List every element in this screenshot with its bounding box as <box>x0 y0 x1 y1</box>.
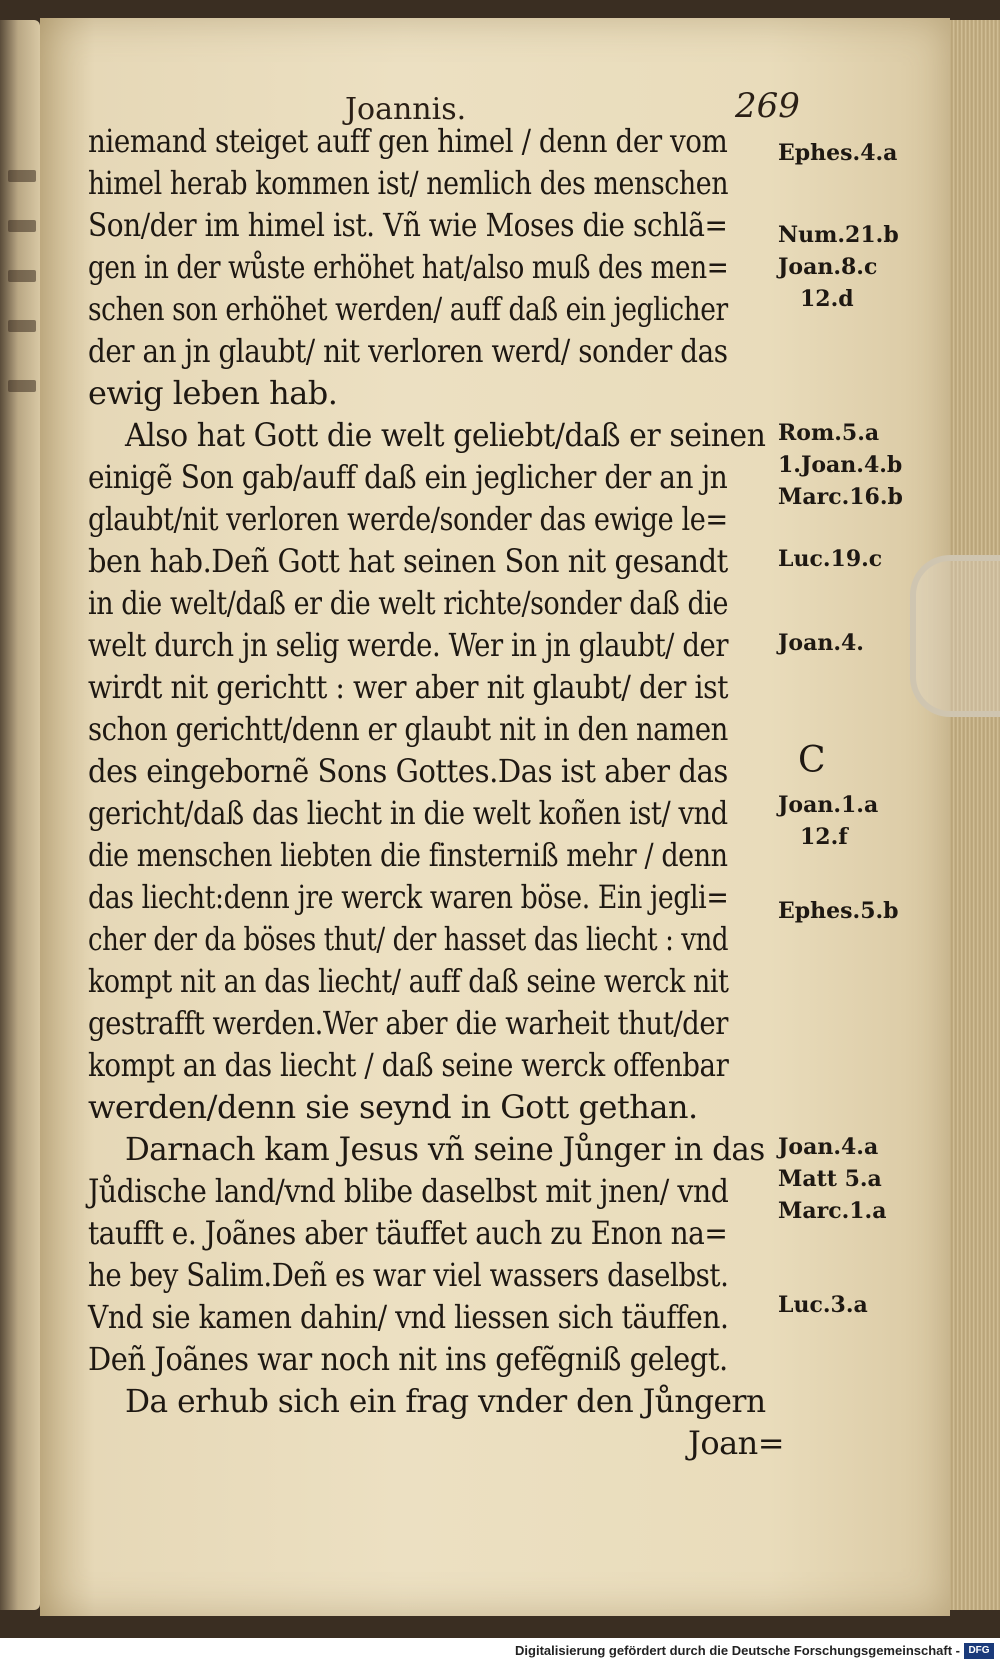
text-line: einigẽ Son gab/auff daß ein jeglicher der an jn <box>88 458 728 496</box>
marginal-note: 12.d <box>800 286 854 312</box>
text-line: himel herab kommen ist/ nemlich des menschen <box>88 164 729 202</box>
marginal-note: Num.21.b <box>778 222 899 248</box>
text-line: glaubt/nit verloren werde/sonder das ewige le= <box>88 500 728 538</box>
text-line: kompt an das liecht / daß seine werck offenbar <box>88 1046 729 1084</box>
text-line: gestrafft werden.Wer aber die warheit thut/der <box>88 1004 728 1042</box>
text-line: schon gerichtt/denn er glaubt nit in den namen <box>88 710 728 748</box>
text-line: Vnd sie kamen dahin/ vnd liessen sich täuffen. <box>88 1298 729 1336</box>
text-line: he bey Salim.Deñ es war viel wassers daselbst. <box>88 1256 729 1294</box>
text-line: die menschen liebten die finsterniß mehr / denn <box>88 836 728 874</box>
page-fragment <box>8 270 36 282</box>
marginal-note: 1.Joan.4.b <box>778 452 903 478</box>
text-line: taufft e. Joãnes aber täuffet auch zu Enon na= <box>88 1214 728 1252</box>
marginal-note: Luc.19.c <box>778 546 883 572</box>
text-line: Darnach kam Jesus vñ seine Jůnger in das <box>125 1130 765 1168</box>
text-line: niemand steiget auff gen himel / denn der vom <box>88 122 728 160</box>
page-fragment <box>8 380 36 392</box>
dfg-logo: DFG <box>964 1643 994 1659</box>
text-line: gen in der wůste erhöhet hat/also muß des men= <box>88 248 729 286</box>
text-line: welt durch jn selig werde. Wer in jn glaubt/ der <box>88 626 729 664</box>
text-line: Also hat Gott die welt geliebt/daß er seinen <box>125 416 766 454</box>
text-line: kompt nit an das liecht/ auff daß seine werck nit <box>88 962 729 1000</box>
section-letter: C <box>798 740 826 781</box>
text-line: werden/denn sie seynd in Gott gethan. <box>88 1088 698 1126</box>
marginal-note: Rom.5.a <box>778 420 880 446</box>
page-clip <box>910 555 1000 717</box>
text-line: Da erhub sich ein frag vnder den Jůngern <box>125 1382 766 1420</box>
running-head: Joannis. <box>345 92 467 127</box>
text-line: der an jn glaubt/ nit verloren werd/ sonder das <box>88 332 728 370</box>
text-line: cher der da böses thut/ der hasset das liecht : vnd <box>88 920 729 958</box>
marginal-note: Matt 5.a <box>778 1166 882 1192</box>
marginal-note: Joan.4.a <box>778 1134 879 1160</box>
page-fragment <box>8 220 36 232</box>
text-line: schen son erhöhet werden/ auff daß ein jeglicher <box>88 290 728 328</box>
adjacent-page-edge <box>0 20 40 1610</box>
marginal-note: Luc.3.a <box>778 1292 868 1318</box>
text-line: ben hab.Deñ Gott hat seinen Son nit gesandt <box>88 542 728 580</box>
catchword: Joan= <box>688 1424 785 1462</box>
text-line: in die welt/daß er die welt richte/sonder daß die <box>88 584 728 622</box>
marginal-note: Ephes.4.a <box>778 140 898 166</box>
text-line: gericht/daß das liecht in die welt koñen ist/ vnd <box>88 794 728 832</box>
page-number: 269 <box>735 86 800 126</box>
text-line: Son/der im himel ist. Vñ wie Moses die schlã= <box>88 206 728 244</box>
footer-bar <box>0 1638 1000 1665</box>
funding-notice: Digitalisierung gefördert durch die Deutsche Forschungsgemeinschaft - <box>515 1643 960 1658</box>
marginal-note: Marc.16.b <box>778 484 903 510</box>
marginal-note: Joan.4. <box>778 630 864 656</box>
text-line: ewig leben hab. <box>88 374 338 412</box>
text-line: Jůdische land/vnd blibe daselbst mit jnen/ vnd <box>88 1172 729 1210</box>
fore-edge <box>950 20 1000 1610</box>
text-line: wirdt nit gerichtt : wer aber nit glaubt/ der ist <box>88 668 729 706</box>
marginal-note: 12.f <box>800 824 848 850</box>
text-line: des eingebornẽ Sons Gottes.Das ist aber das <box>88 752 728 790</box>
marginal-note: Joan.8.c <box>778 254 878 280</box>
text-line: Deñ Joãnes war noch nit ins gefẽgniß gelegt. <box>88 1340 728 1378</box>
marginal-note: Marc.1.a <box>778 1198 887 1224</box>
marginal-note: Joan.1.a <box>778 792 879 818</box>
page-fragment <box>8 320 36 332</box>
text-line: das liecht:denn jre werck waren böse. Ein jegli= <box>88 878 729 916</box>
marginal-note: Ephes.5.b <box>778 898 899 924</box>
page-fragment <box>8 170 36 182</box>
